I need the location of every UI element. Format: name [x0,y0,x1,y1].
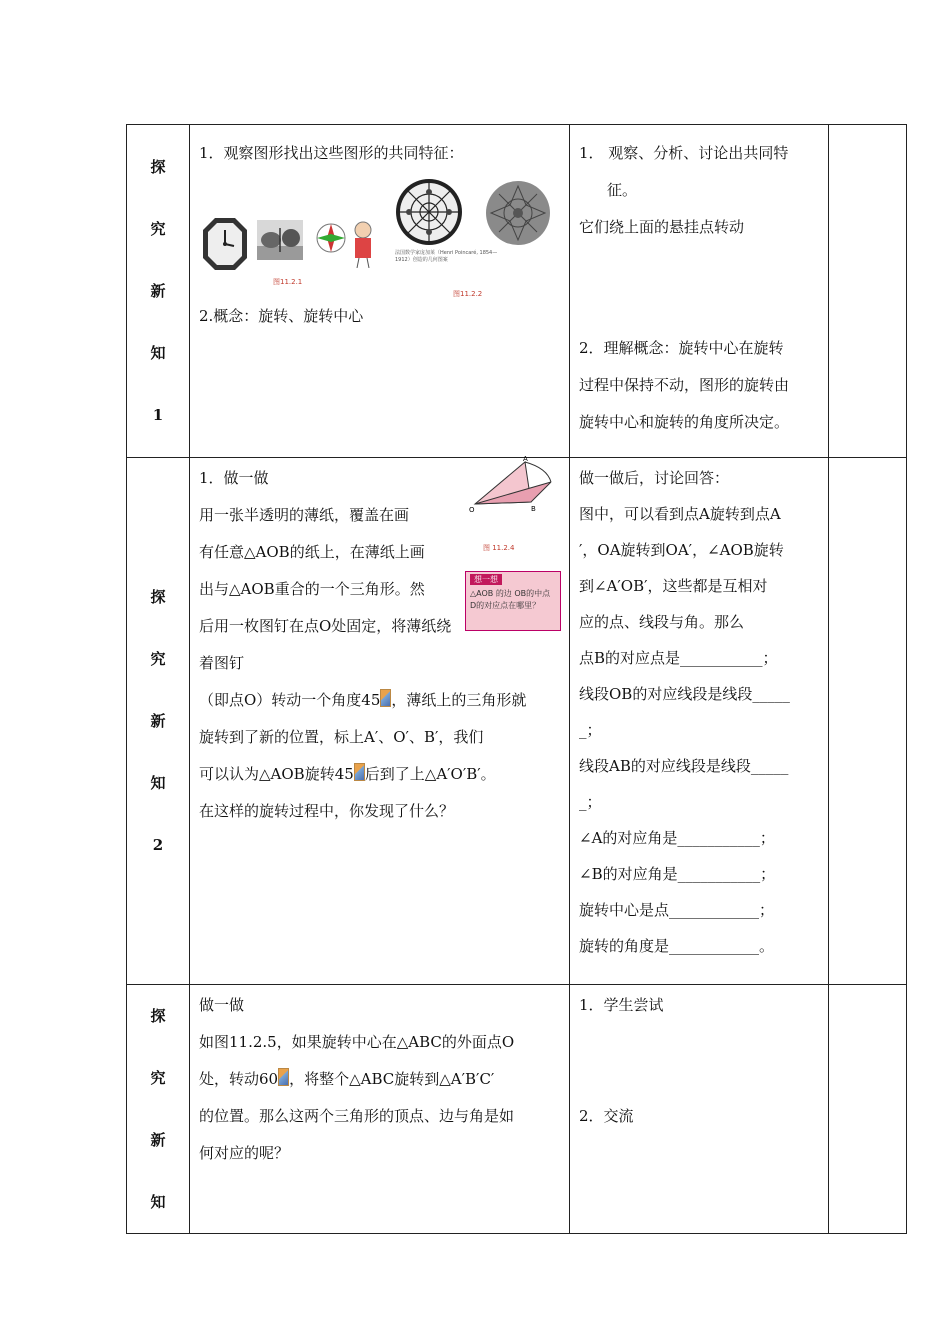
activity-text: 后用一枚图钉在点O处固定，将薄纸绕着图钉 [199,617,452,672]
stage-char: 探 [150,1007,166,1025]
stage-char: 究 [150,650,166,668]
think-box-text: △AOB 的边 OB的中点D的对应点在哪里？ [470,589,551,610]
student-text: 1．学生尝试 [579,996,664,1014]
student-text: 2．理解概念：旋转中心在旋转 [579,339,784,357]
student-activity-cell [570,985,829,1234]
student-text: 2．交流 [579,1107,634,1125]
text-run: 可以认为△AOB旋转45 [199,765,354,783]
student-text: 旋转中心和旋转的角度所决定。 [579,413,790,431]
figure-caption: 图11.2.2 [453,290,483,298]
student-text: _； [579,721,602,739]
student-activity-cell [570,125,829,458]
activity-title: 1．做一做 [199,469,269,487]
student-text: 线段AB的对应线段是线段_____ [579,757,789,775]
text-run: 处，转动60 [199,1070,279,1088]
stage-char: 究 [150,1069,166,1087]
student-text: 应的点、线段与角。那么 [579,613,745,631]
stage-char: 新 [150,282,166,300]
activity-text: 如图11.2.5，如果旋转中心在△ABC的外面点O [199,1033,515,1051]
windmill-image [257,220,303,260]
lesson-table [126,124,907,1234]
activity-text: 旋转到了新的位置，标上A′、O′、B′，我们 [199,728,484,746]
think-box [465,571,561,631]
degree-icon [354,763,365,781]
stage-char: 新 [150,712,166,730]
student-text: ∠B的对应角是___________； [579,865,776,883]
activity-text [199,756,561,793]
table-row [127,458,907,985]
notes-cell [829,125,907,458]
teacher-activity-cell [190,125,570,458]
student-text: 1． 观察、分析、讨论出共同特 [579,144,789,162]
think-box-title: 想一想 [470,574,502,585]
stage-char: 知 [150,344,166,362]
student-text: 点B的对应点是___________； [579,649,778,667]
stage-char: 探 [150,158,166,176]
poincare-pattern-image [395,178,463,246]
teacher-activity-cell [190,455,570,985]
student-text: 到∠A′OB′，这些都是互相对 [579,577,768,595]
text-run: （即点O）转动一个角度45 [199,691,381,709]
student-text: _； [579,793,602,811]
stage-char: 究 [150,220,166,238]
figure-caption: 图11.2.1 [273,278,303,286]
text-run: ，将整个△ABC旋转到△A′B′C′ [289,1070,495,1088]
text-run: 后到了上△A′O′B′。 [364,765,496,783]
activity-text: 有任意△AOB的纸上，在薄纸上画 [199,543,425,561]
svg-text:A: A [523,455,528,463]
activity-text: 在这样的旋转过程中，你发现了什么？ [199,802,455,820]
table-row [127,985,907,1234]
activity-text: 2.概念：旋转、旋转中心 [199,307,364,325]
activity-text: 的位置。那么这两个三角形的顶点、边与角是如 [199,1107,515,1125]
stage-char: 知 [150,1193,166,1211]
table-row [127,125,907,458]
notes-cell [829,985,907,1234]
clock-image [201,216,249,272]
triangle-rotation-figure [465,454,561,518]
stage-char: 探 [150,588,166,606]
rotation-figures [199,176,561,298]
rotation-diagram [465,454,565,631]
stage-char: 2 [152,836,164,854]
degree-icon [380,689,391,707]
svg-text:O: O [469,506,475,514]
student-text: 征。 [607,181,638,199]
stage-char: 知 [150,774,166,792]
activity-title: 做一做 [199,996,245,1014]
stage-cell [127,125,190,458]
student-text: 过程中保持不动，图形的旋转由 [579,376,790,394]
student-text: 旋转中心是点____________； [579,901,775,919]
stage-char: 新 [150,1131,166,1149]
children-image [311,216,381,268]
svg-text:B: B [531,505,536,513]
kaleidoscope-image [485,180,551,246]
text-run: ，薄纸上的三角形就 [391,691,527,709]
figure-note: 法国数学家庞加莱（Henri Poincaré, 1854—1912）创造的几何图案 [395,250,498,263]
notes-cell [829,458,907,985]
degree-icon [278,1068,289,1086]
teacher-activity-cell [190,985,570,1234]
stage-cell [127,458,190,985]
activity-text: 用一张半透明的薄纸，覆盖在画 [199,506,410,524]
student-text: 线段OB的对应线段是线段_____ [579,685,790,703]
student-text: 图中，可以看到点A旋转到点A [579,505,781,523]
activity-text: 何对应的呢？ [199,1144,290,1162]
activity-text [199,682,561,719]
activity-text [199,1061,561,1098]
student-text: 旋转的角度是____________。 [579,937,775,955]
activity-text: 1．观察图形找出这些图形的共同特征： [199,144,464,162]
student-text: ′，OA旋转到OA′，∠AOB旋转 [579,541,784,559]
student-text: 做一做后，讨论回答： [579,469,730,487]
student-activity-cell [570,458,829,985]
stage-char: 1 [152,406,164,424]
activity-text: 出与△AOB重合的一个三角形。然 [199,580,425,598]
stage-cell [127,985,190,1234]
student-text: ∠A的对应角是___________； [579,829,775,847]
figure-caption: 图 11.2.4 [483,544,515,552]
student-text: 它们绕上面的悬挂点转动 [579,218,745,236]
